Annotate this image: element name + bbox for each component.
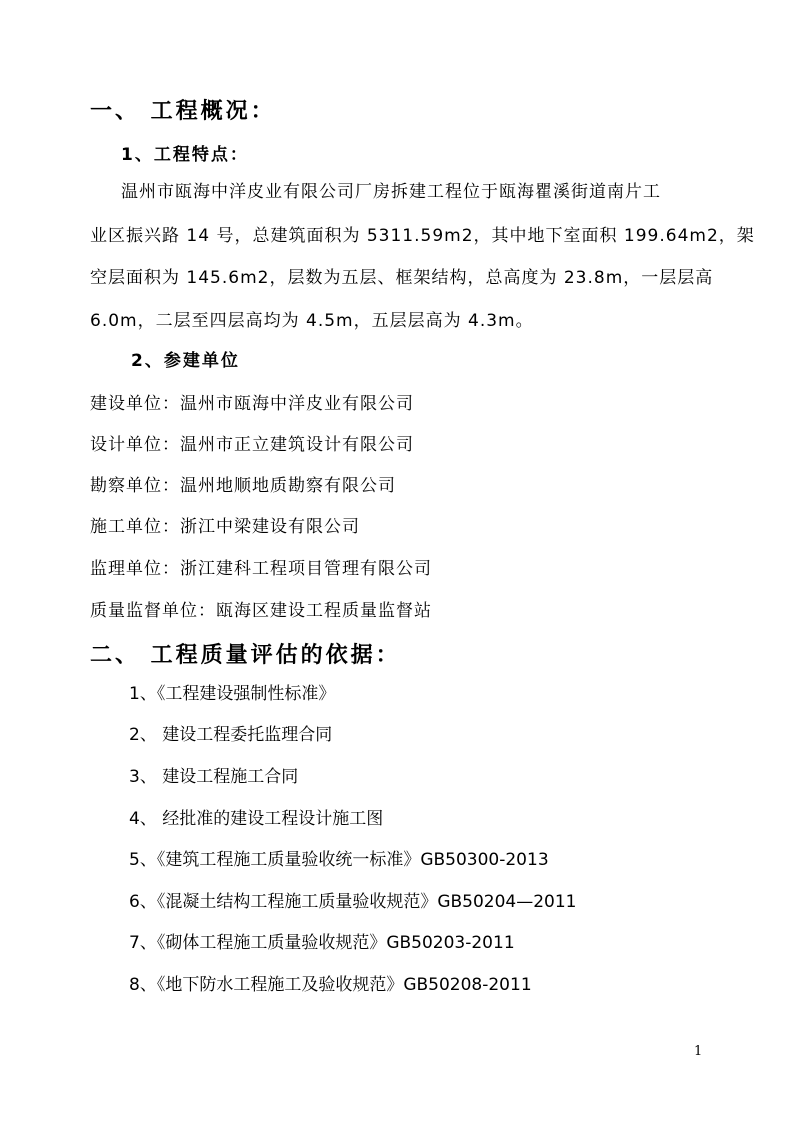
basis-item: 1、《工程建设强制性标准》: [129, 684, 336, 704]
participant-item: 建设单位：温州市瓯海中洋皮业有限公司: [90, 394, 414, 414]
participant-item: 质量监督单位：瓯海区建设工程质量监督站: [90, 601, 432, 621]
features-paragraph-line: 空层面积为 145.6m2，层数为五层、框架结构，总高度为 23.8m，一层层高: [90, 268, 714, 288]
participant-item: 施工单位：浙江中梁建设有限公司: [90, 517, 360, 537]
basis-item: 2、 建设工程委托监理合同: [129, 725, 333, 745]
page-number: 1: [694, 1044, 703, 1059]
features-paragraph-line: 温州市瓯海中洋皮业有限公司厂房拆建工程位于瓯海瞿溪街道南片工: [121, 182, 661, 202]
basis-item: 5、《建筑工程施工质量验收统一标准》GB50300-2013: [129, 850, 549, 870]
participant-item: 监理单位：浙江建科工程项目管理有限公司: [90, 559, 432, 579]
basis-item: 4、 经批准的建设工程设计施工图: [129, 809, 384, 829]
participant-item: 勘察单位：温州地顺地质勘察有限公司: [90, 476, 396, 496]
participants-heading: 2、参建单位: [131, 351, 240, 371]
features-paragraph-line: 业区振兴路 14 号，总建筑面积为 5311.59m2，其中地下室面积 199.64m2，架: [90, 226, 755, 246]
features-heading: 1、工程特点：: [121, 145, 249, 165]
features-paragraph-line: 6.0m，二层至四层高均为 4.5m，五层层高为 4.3m。: [90, 311, 534, 331]
basis-item: 6、《混凝土结构工程施工质量验收规范》GB50204—2011: [129, 892, 577, 912]
participant-item: 设计单位：温州市正立建筑设计有限公司: [90, 435, 414, 455]
section1-heading: 一、 工程概况：: [90, 99, 276, 124]
basis-item: 8、《地下防水工程施工及验收规范》GB50208-2011: [129, 975, 532, 995]
basis-item: 3、 建设工程施工合同: [129, 767, 299, 787]
basis-item: 7、《砌体工程施工质量验收规范》GB50203-2011: [129, 933, 515, 953]
section2-heading: 二、 工程质量评估的依据：: [90, 643, 401, 668]
